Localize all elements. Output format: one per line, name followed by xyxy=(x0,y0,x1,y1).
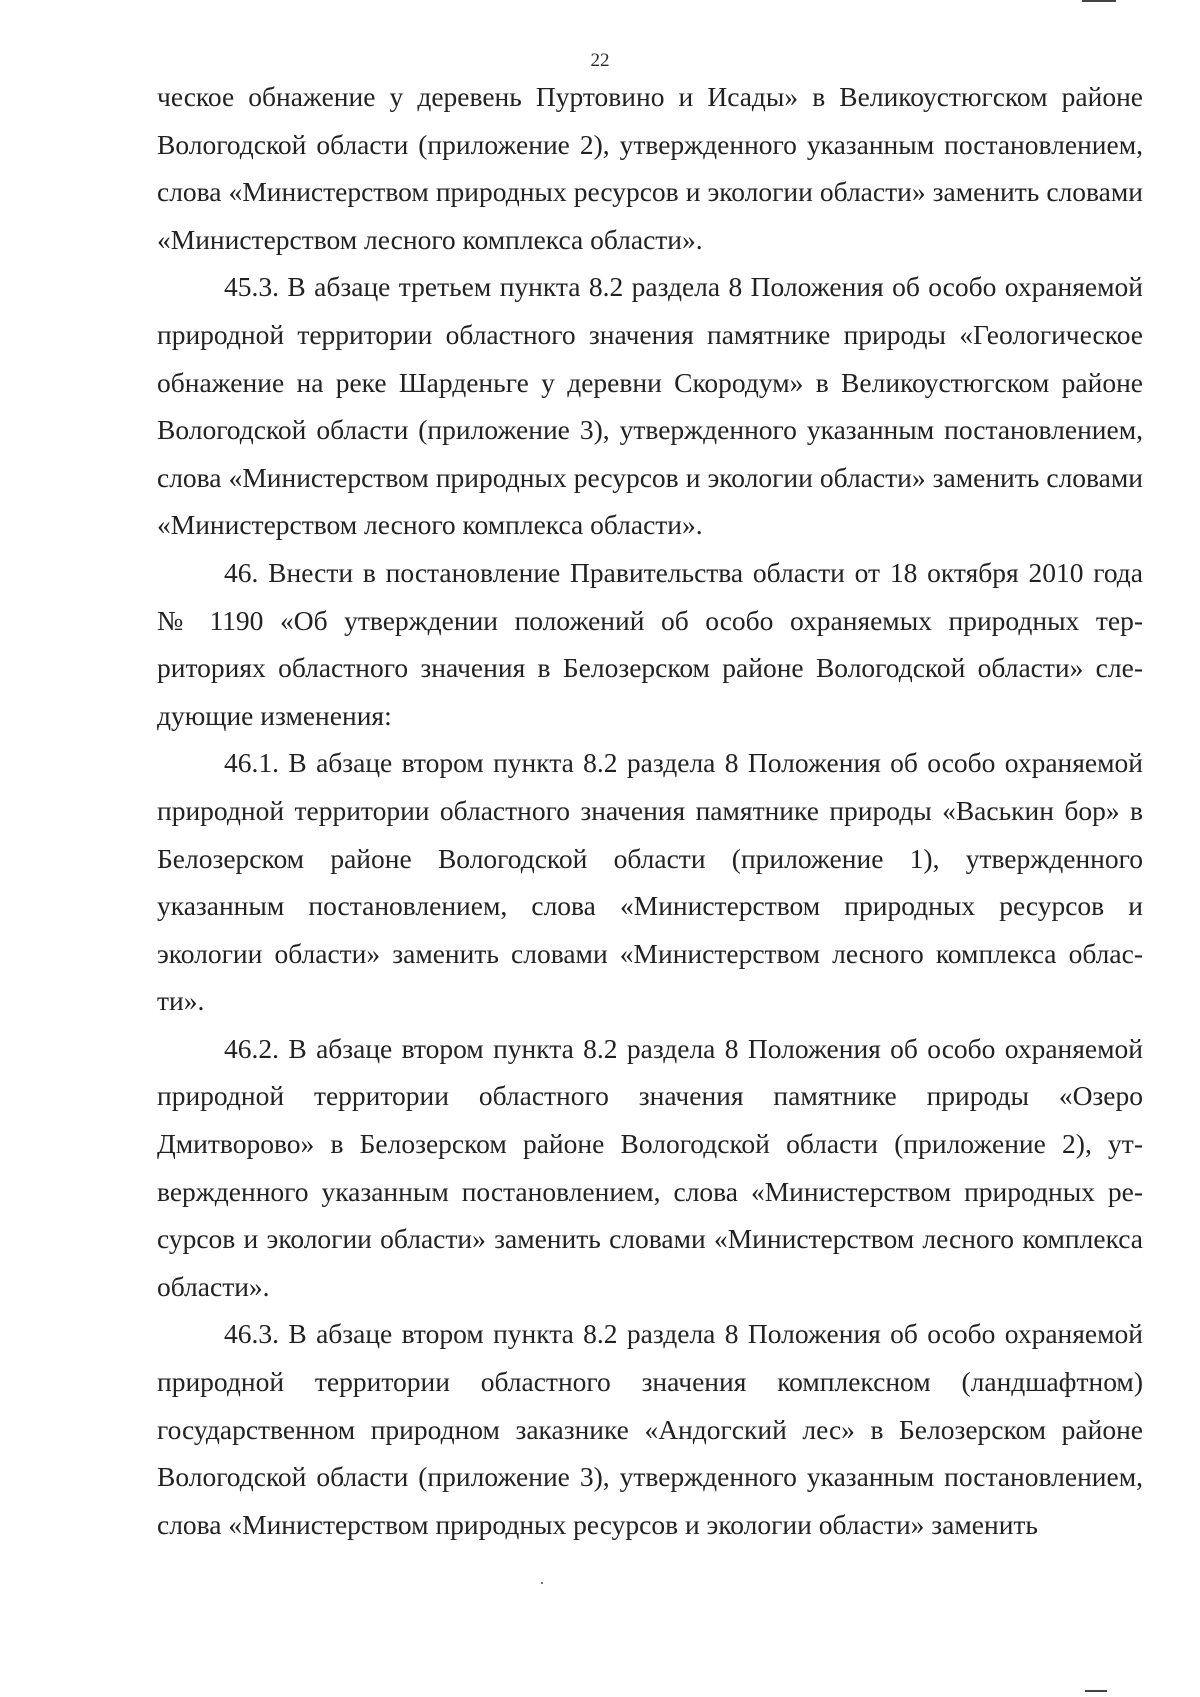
paragraph-continuation-45-2: ческое обнажение у деревень Пуртовино и Исады» в Великоустюгском районе Вологодской области (приложение 2), утвержденного указанным постановлением, слова «Министерством природных ресурсов и экологии области» заменить словами «Министерством лесного комплекса области». xyxy=(157,81,1143,255)
scan-mark-bottom-right xyxy=(1085,1690,1107,1692)
scan-speck-bottom xyxy=(541,1582,543,1584)
page-number: 22 xyxy=(590,50,610,71)
paragraph-item-45-3: 45.3. В абзаце третьем пункта 8.2 раздела 8 Положения об особо охраняемой природной территории областного значения памятнике природы «Геологическое обнажение на реке Шарденьге у деревни Скородум» в Великоустюгском районе Вологодской области (приложение 3), утвержденного указанным постановлением, слова «Министерством природных ресурсов и экологии области» заменить словами «Министерством лесного комплекса области». xyxy=(157,271,1143,541)
paragraph-item-46: 46. Внести в постановление Правительства области от 18 октября 2010 года № 1190 «Об утверждении положений об особо охраняемых природных территориях областного значения в Белозерском районе Вологодской области» следующие изменения: xyxy=(157,556,1143,731)
paragraph-item-46-3: 46.3. В абзаце втором пункта 8.2 раздела 8 Положения об особо охраняемой природной территории областного значения комплексном (ландшафтном) государственном природном заказнике «Андогский лес» в Белозерском районе Вологодской области (приложение 3), утвержденного указанным постановлением, слова «Министерством природных ресурсов и экологии области» заменить xyxy=(157,1318,1143,1540)
scan-mark-top-right xyxy=(1082,0,1116,2)
paragraph-item-46-1: 46.1. В абзаце втором пункта 8.2 раздела 8 Положения об особо охраняемой природной территории областного значения памятнике природы «Васькин бор» в Белозерском районе Вологодской области (приложение 1), утвержденного указанным постановлением, слова «Министерством природных ресурсов и экологии области» заменить словами «Министерством лесного комплекса области». xyxy=(157,747,1143,1017)
paragraph-item-46-2: 46.2. В абзаце втором пункта 8.2 раздела 8 Положения об особо охраняемой природной территории областного значения памятнике природы «Озеро Дмитворово» в Белозерском районе Вологодской области (приложение 2), утвержденного указанным постановлением, слова «Министерством природных ресурсов и экологии области» заменить словами «Министерством лесного комплекса области». xyxy=(157,1032,1143,1302)
document-body xyxy=(157,73,1143,1548)
